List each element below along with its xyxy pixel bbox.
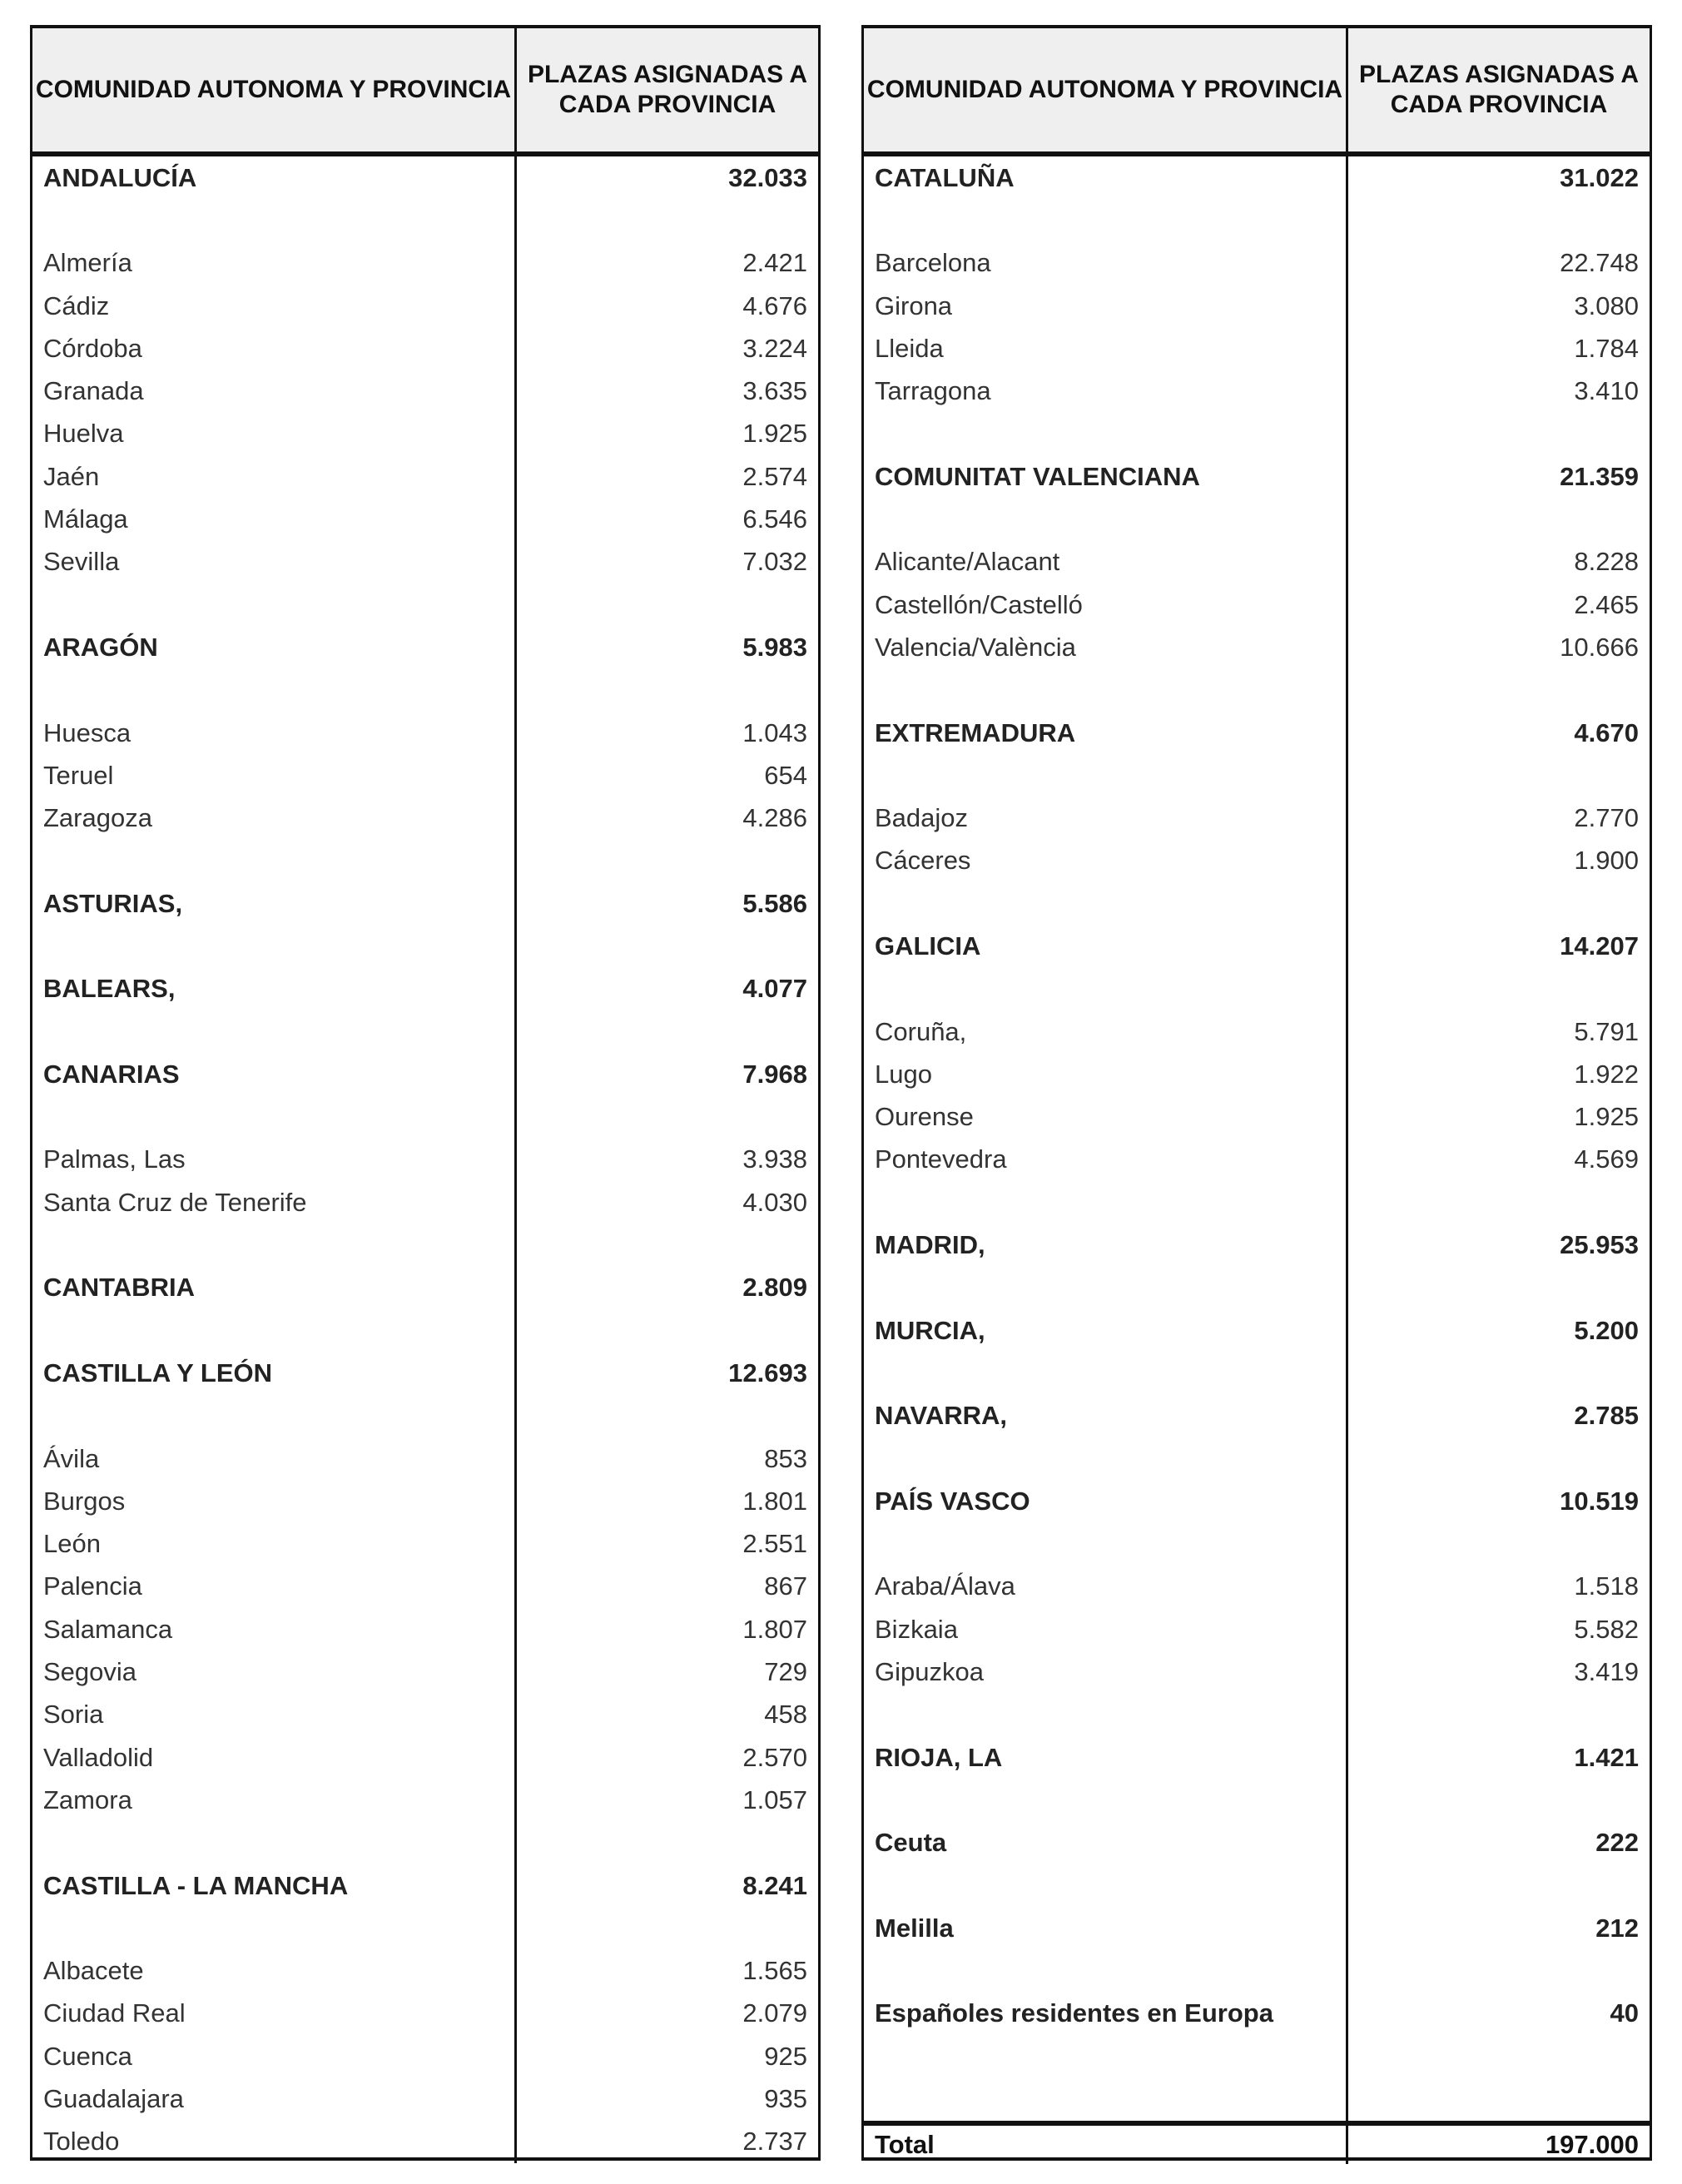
row-value: 2.570	[742, 1742, 807, 1772]
province-row	[32, 2121, 818, 2163]
row-name	[32, 1907, 517, 1949]
row-value	[1348, 1267, 1650, 1309]
row-name: Lugo	[864, 1053, 1348, 1095]
row-value: 1.784	[1574, 333, 1639, 363]
province-row	[32, 541, 818, 583]
row-name	[32, 669, 517, 712]
row-value	[1348, 199, 1650, 241]
province-row	[864, 1010, 1650, 1053]
province-row	[864, 1139, 1650, 1181]
row-name: Girona	[864, 285, 1348, 327]
row-name	[32, 1395, 517, 1437]
row-value: 22.748	[1560, 248, 1639, 278]
row-name: Salamanca	[32, 1608, 517, 1650]
row-value: 40	[1610, 1998, 1639, 2028]
blank-row	[864, 754, 1650, 797]
blank-row	[32, 199, 818, 241]
row-value: 925	[764, 2041, 807, 2071]
row-value	[1348, 1437, 1650, 1480]
row-value	[1348, 754, 1650, 797]
row-value	[1348, 2077, 1650, 2120]
region-row	[864, 925, 1650, 967]
row-name: Valencia/València	[864, 626, 1348, 668]
row-value: 3.938	[742, 1144, 807, 1174]
row-name: Ávila	[32, 1437, 517, 1480]
province-row	[32, 285, 818, 327]
row-name: RIOJA, LA	[864, 1736, 1348, 1779]
province-row	[32, 327, 818, 370]
row-value: 8.241	[742, 1870, 807, 1900]
row-value: 31.022	[1560, 162, 1639, 192]
row-value: 2.737	[742, 2127, 807, 2157]
row-value: 1.925	[1574, 1102, 1639, 1132]
row-name	[864, 1694, 1348, 1736]
row-name	[32, 1224, 517, 1266]
row-name: Barcelona	[864, 242, 1348, 285]
row-name	[32, 1010, 517, 1053]
province-row	[32, 1650, 818, 1693]
province-row	[32, 2035, 818, 2077]
table-right	[861, 25, 1652, 2161]
blank-row	[32, 1395, 818, 1437]
blank-row	[864, 1352, 1650, 1394]
province-row	[864, 327, 1650, 370]
row-name: Soria	[32, 1694, 517, 1736]
row-name	[32, 925, 517, 967]
row-name: León	[32, 1523, 517, 1566]
blank-row	[32, 925, 818, 967]
row-value: 1.421	[1574, 1742, 1639, 1772]
province-row	[864, 541, 1650, 583]
region-row	[32, 1864, 818, 1907]
row-value: 21.359	[1560, 461, 1639, 491]
row-value: 32.033	[728, 162, 807, 192]
province-row	[32, 1181, 818, 1224]
blank-row	[32, 1010, 818, 1053]
blank-row	[864, 1523, 1650, 1566]
row-value	[517, 669, 818, 712]
region-row	[864, 156, 1650, 199]
row-name: Jaén	[32, 455, 517, 498]
region-row	[864, 1309, 1650, 1352]
row-value: 2.574	[742, 461, 807, 491]
province-row	[32, 370, 818, 412]
row-value	[517, 583, 818, 626]
row-value: 2.465	[1574, 589, 1639, 619]
total-label: Total	[864, 2126, 1348, 2164]
row-value	[517, 1822, 818, 1864]
province-row	[32, 1949, 818, 1992]
row-value: 1.807	[742, 1614, 807, 1644]
row-value: 7.032	[742, 547, 807, 577]
total-row	[864, 2121, 1650, 2164]
row-name: Tarragona	[864, 370, 1348, 412]
province-row	[32, 712, 818, 754]
province-row	[32, 1139, 818, 1181]
row-value: 5.983	[742, 632, 807, 662]
row-name: Melilla	[864, 1907, 1348, 1949]
row-name	[864, 1181, 1348, 1224]
row-name: Pontevedra	[864, 1139, 1348, 1181]
region-row	[864, 1993, 1650, 2035]
province-row	[864, 285, 1650, 327]
row-name: Valladolid	[32, 1736, 517, 1779]
header-comunidad: COMUNIDAD AUTONOMA Y PROVINCIA	[32, 28, 517, 151]
blank-row	[864, 1864, 1650, 1907]
row-value: 10.519	[1560, 1486, 1639, 1516]
row-value: 1.925	[742, 419, 807, 449]
row-name: Huesca	[32, 712, 517, 754]
table-body	[864, 156, 1650, 2121]
row-name: Albacete	[32, 1949, 517, 1992]
row-name	[864, 498, 1348, 540]
row-value	[1348, 413, 1650, 455]
region-row	[32, 626, 818, 668]
row-value: 729	[764, 1657, 807, 1687]
province-row	[864, 1096, 1650, 1139]
row-value: 2.785	[1574, 1401, 1639, 1431]
row-value	[1348, 1949, 1650, 1992]
row-value	[1348, 669, 1650, 712]
row-value	[1348, 1181, 1650, 1224]
blank-row	[32, 1309, 818, 1352]
row-name: Guadalajara	[32, 2077, 517, 2120]
province-row	[32, 2077, 818, 2120]
province-row	[32, 1437, 818, 1480]
row-value: 222	[1595, 1828, 1639, 1858]
province-row	[32, 1608, 818, 1650]
table-header	[864, 28, 1650, 156]
row-name: Bizkaia	[864, 1608, 1348, 1650]
row-name: Lleida	[864, 327, 1348, 370]
row-value: 5.582	[1574, 1614, 1639, 1644]
row-name: MADRID,	[864, 1224, 1348, 1266]
header-plazas: PLAZAS ASIGNADAS A CADA PROVINCIA	[527, 61, 808, 118]
province-row	[864, 583, 1650, 626]
region-row	[32, 1267, 818, 1309]
row-name: Ourense	[864, 1096, 1348, 1139]
blank-row	[864, 498, 1650, 540]
table-body	[32, 156, 818, 2163]
table-left	[30, 25, 821, 2161]
row-name: BALEARS,	[32, 968, 517, 1010]
blank-row	[32, 1224, 818, 1266]
row-name: Almería	[32, 242, 517, 285]
region-row	[864, 1480, 1650, 1522]
province-row	[32, 1566, 818, 1608]
row-name	[864, 1779, 1348, 1821]
row-name	[864, 1437, 1348, 1480]
row-name: Alicante/Alacant	[864, 541, 1348, 583]
row-name	[864, 1352, 1348, 1394]
blank-row	[864, 1181, 1650, 1224]
row-value: 2.551	[742, 1529, 807, 1559]
row-value	[1348, 1779, 1650, 1821]
row-value	[517, 1096, 818, 1139]
row-value: 4.286	[742, 803, 807, 833]
row-name: PAÍS VASCO	[864, 1480, 1348, 1522]
row-value	[517, 1395, 818, 1437]
row-name: Sevilla	[32, 541, 517, 583]
row-value	[1348, 1523, 1650, 1566]
province-row	[32, 1736, 818, 1779]
row-name: Cuenca	[32, 2035, 517, 2077]
row-value: 5.200	[1574, 1315, 1639, 1345]
row-name: Burgos	[32, 1480, 517, 1522]
region-row	[864, 1395, 1650, 1437]
region-row	[32, 1053, 818, 1095]
province-row	[864, 626, 1650, 668]
row-value: 3.080	[1574, 290, 1639, 320]
row-name: ASTURIAS,	[32, 882, 517, 925]
province-row	[864, 1053, 1650, 1095]
row-name: Cáceres	[864, 840, 1348, 882]
province-row	[864, 1608, 1650, 1650]
blank-row	[864, 2077, 1650, 2120]
row-name	[32, 199, 517, 241]
row-name: CASTILLA Y LEÓN	[32, 1352, 517, 1394]
row-name	[864, 882, 1348, 925]
row-value: 212	[1595, 1913, 1639, 1943]
row-name: Granada	[32, 370, 517, 412]
row-value: 853	[764, 1443, 807, 1473]
row-name: Palmas, Las	[32, 1139, 517, 1181]
province-row	[32, 413, 818, 455]
row-value	[517, 199, 818, 241]
row-value	[1348, 498, 1650, 540]
row-name: NAVARRA,	[864, 1395, 1348, 1437]
province-row	[32, 242, 818, 285]
region-row	[864, 1224, 1650, 1266]
row-value	[1348, 1694, 1650, 1736]
blank-row	[864, 1949, 1650, 1992]
row-value: 1.057	[742, 1784, 807, 1814]
row-value: 4.077	[742, 974, 807, 1004]
blank-row	[864, 1267, 1650, 1309]
blank-row	[32, 1907, 818, 1949]
province-row	[32, 1779, 818, 1821]
row-name: Ceuta	[864, 1822, 1348, 1864]
row-name: MURCIA,	[864, 1309, 1348, 1352]
row-value: 867	[764, 1571, 807, 1601]
row-name: Badajoz	[864, 797, 1348, 839]
header-plazas: PLAZAS ASIGNADAS A CADA PROVINCIA	[1358, 61, 1640, 118]
row-value: 2.809	[742, 1273, 807, 1303]
row-name	[864, 199, 1348, 241]
row-name: CASTILLA - LA MANCHA	[32, 1864, 517, 1907]
row-value: 4.676	[742, 290, 807, 320]
row-value: 3.635	[742, 376, 807, 406]
row-name	[32, 1096, 517, 1139]
row-name	[864, 2035, 1348, 2077]
province-row	[864, 242, 1650, 285]
province-row	[32, 498, 818, 540]
row-value	[517, 1907, 818, 1949]
blank-row	[32, 669, 818, 712]
region-row	[32, 1352, 818, 1394]
row-value: 3.410	[1574, 376, 1639, 406]
row-value: 5.791	[1574, 1016, 1639, 1046]
blank-row	[864, 413, 1650, 455]
row-name: CATALUÑA	[864, 156, 1348, 199]
row-name: Castellón/Castelló	[864, 583, 1348, 626]
row-value	[1348, 2035, 1650, 2077]
row-value: 2.770	[1574, 803, 1639, 833]
province-row	[32, 1993, 818, 2035]
row-value: 3.224	[742, 333, 807, 363]
row-value	[1348, 1864, 1650, 1907]
row-name: Ciudad Real	[32, 1993, 517, 2035]
row-value: 10.666	[1560, 632, 1639, 662]
row-name: CANTABRIA	[32, 1267, 517, 1309]
row-name: Zaragoza	[32, 797, 517, 839]
row-value	[517, 1309, 818, 1352]
province-row	[32, 1694, 818, 1736]
row-name: ARAGÓN	[32, 626, 517, 668]
province-row	[864, 1650, 1650, 1693]
row-name	[32, 840, 517, 882]
province-row	[32, 1523, 818, 1566]
row-value: 1.922	[1574, 1059, 1639, 1089]
row-name: Toledo	[32, 2121, 517, 2163]
blank-row	[864, 2035, 1650, 2077]
row-value	[1348, 882, 1650, 925]
row-name: Gipuzkoa	[864, 1650, 1348, 1693]
row-value	[517, 840, 818, 882]
row-value: 2.079	[742, 1998, 807, 2028]
blank-row	[864, 1694, 1650, 1736]
row-value: 4.030	[742, 1187, 807, 1217]
row-name: Córdoba	[32, 327, 517, 370]
row-name: EXTREMADURA	[864, 712, 1348, 754]
blank-row	[32, 583, 818, 626]
province-row	[864, 1566, 1650, 1608]
province-row	[32, 1480, 818, 1522]
row-value: 14.207	[1560, 931, 1639, 960]
row-value	[517, 1224, 818, 1266]
row-name: Españoles residentes en Europa	[864, 1993, 1348, 2035]
province-row	[32, 754, 818, 797]
row-name: Segovia	[32, 1650, 517, 1693]
row-name	[32, 1822, 517, 1864]
blank-row	[864, 669, 1650, 712]
row-name	[864, 754, 1348, 797]
blank-row	[32, 840, 818, 882]
row-name	[864, 968, 1348, 1010]
row-value: 654	[764, 760, 807, 790]
row-name: Araba/Álava	[864, 1566, 1348, 1608]
row-value: 6.546	[742, 504, 807, 534]
row-name	[864, 1267, 1348, 1309]
blank-row	[864, 1437, 1650, 1480]
region-row	[32, 882, 818, 925]
row-value: 8.228	[1574, 547, 1639, 577]
row-name: Zamora	[32, 1779, 517, 1821]
row-name	[864, 1949, 1348, 1992]
row-name	[864, 413, 1348, 455]
row-value	[1348, 968, 1650, 1010]
row-value: 458	[764, 1700, 807, 1730]
row-name: GALICIA	[864, 925, 1348, 967]
row-name: Palencia	[32, 1566, 517, 1608]
region-row	[32, 156, 818, 199]
region-row	[864, 1907, 1650, 1949]
blank-row	[864, 199, 1650, 241]
row-name	[864, 2077, 1348, 2120]
row-value: 4.569	[1574, 1144, 1639, 1174]
region-row	[864, 1822, 1650, 1864]
region-row	[864, 1736, 1650, 1779]
row-name: Cádiz	[32, 285, 517, 327]
row-name: ANDALUCÍA	[32, 156, 517, 199]
region-row	[864, 712, 1650, 754]
province-row	[32, 797, 818, 839]
blank-row	[32, 1822, 818, 1864]
row-name	[864, 1864, 1348, 1907]
row-name	[32, 583, 517, 626]
region-row	[32, 968, 818, 1010]
total-value: 197.000	[1545, 2129, 1639, 2159]
row-value: 5.586	[742, 888, 807, 918]
table-header	[32, 28, 818, 156]
row-value: 12.693	[728, 1358, 807, 1387]
row-name: Málaga	[32, 498, 517, 540]
row-value: 3.419	[1574, 1657, 1639, 1687]
blank-row	[864, 968, 1650, 1010]
province-row	[32, 455, 818, 498]
row-value	[517, 925, 818, 967]
row-value: 935	[764, 2084, 807, 2113]
row-name	[864, 1523, 1348, 1566]
blank-row	[32, 1096, 818, 1139]
row-name	[32, 1309, 517, 1352]
row-value: 1.900	[1574, 846, 1639, 876]
row-value: 1.518	[1574, 1571, 1639, 1601]
row-name: Huelva	[32, 413, 517, 455]
blank-row	[864, 882, 1650, 925]
row-name: COMUNITAT VALENCIANA	[864, 455, 1348, 498]
header-comunidad: COMUNIDAD AUTONOMA Y PROVINCIA	[864, 28, 1348, 151]
province-row	[864, 840, 1650, 882]
row-name: Teruel	[32, 754, 517, 797]
province-row	[864, 370, 1650, 412]
row-value: 1.565	[742, 1956, 807, 1986]
row-name	[864, 669, 1348, 712]
row-value: 2.421	[742, 248, 807, 278]
row-value: 1.801	[742, 1486, 807, 1516]
row-value: 1.043	[742, 717, 807, 747]
row-value	[517, 1010, 818, 1053]
row-value	[1348, 1352, 1650, 1394]
region-row	[864, 455, 1650, 498]
row-name: Coruña,	[864, 1010, 1348, 1053]
row-name: CANARIAS	[32, 1053, 517, 1095]
blank-row	[864, 1779, 1650, 1821]
row-value: 25.953	[1560, 1230, 1639, 1260]
province-row	[864, 797, 1650, 839]
row-value: 4.670	[1574, 717, 1639, 747]
row-value: 7.968	[742, 1059, 807, 1089]
row-name: Santa Cruz de Tenerife	[32, 1181, 517, 1224]
